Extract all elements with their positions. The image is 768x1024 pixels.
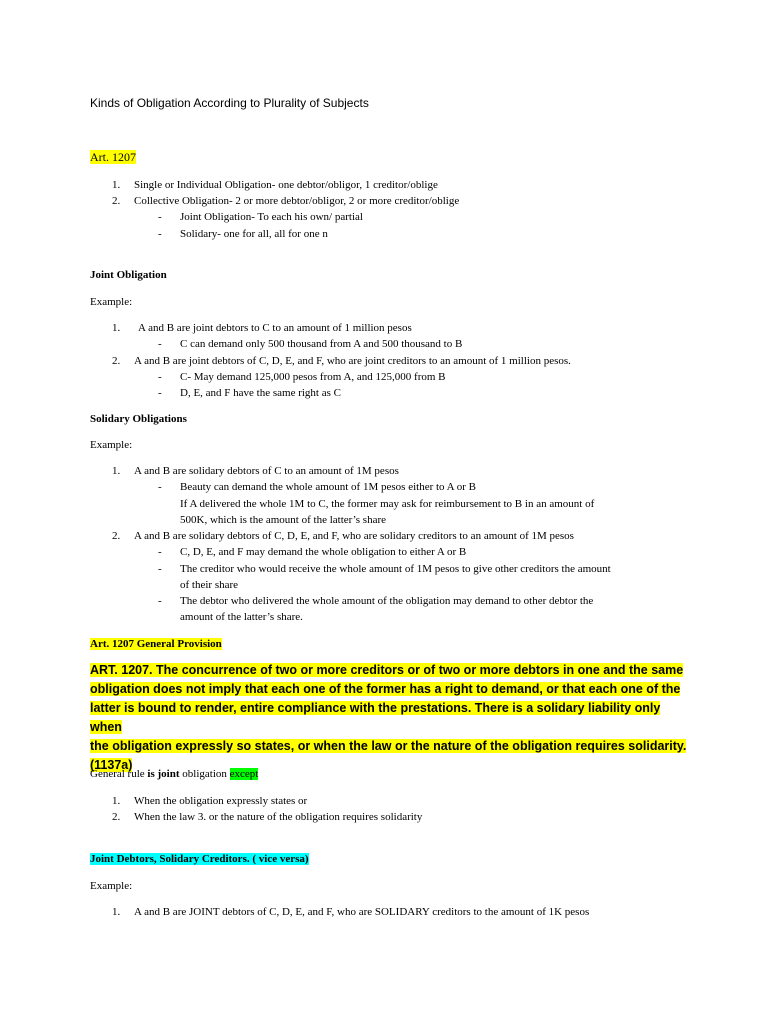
list-number: 1. — [112, 179, 121, 191]
list-item — [112, 320, 412, 336]
list-item — [112, 793, 307, 809]
rule-bold: is joint — [147, 768, 180, 780]
list-number: 2. — [112, 811, 121, 823]
continuation-text: 500K, which is the amount of the latter’s share — [180, 514, 386, 526]
dash-bullet: - — [158, 228, 162, 240]
continuation-text: of their share — [180, 579, 239, 591]
article-line — [90, 680, 690, 699]
example-label: Example: — [90, 439, 133, 451]
list-number: 1. — [112, 322, 121, 334]
article-line-text: ART. 1207. The concurrence of two or more creditors or of two or more debtors in one and the same — [90, 663, 684, 677]
list-number: 2. — [112, 355, 121, 367]
sub-list-item — [158, 336, 462, 352]
section-heading-general — [90, 636, 222, 652]
sub-list-text: Solidary- one for all, all for one n — [180, 228, 328, 240]
article-line — [90, 699, 690, 737]
list-text: A and B are joint debtors to C to an amount of 1 million pesos — [138, 322, 412, 334]
continuation-text: If A delivered the whole 1M to C, the former may ask for reimbursement to B in an amount of — [180, 498, 595, 510]
section-heading-text: Art. 1207 General Provision — [90, 638, 222, 650]
list-item — [112, 177, 438, 193]
section-heading-jdsc — [90, 851, 309, 867]
dash-bullet: - — [158, 371, 162, 383]
list-item — [112, 809, 422, 825]
example-label: Example: — [90, 880, 133, 892]
sub-list-text: Joint Obligation- To each his own/ partial — [180, 211, 363, 223]
list-item — [112, 463, 399, 479]
list-item — [112, 528, 574, 544]
article-line-text: the obligation expressly so states, or when the law or the nature of the obligation requires solidarity. — [90, 739, 687, 753]
sub-list-item — [158, 385, 341, 401]
list-number: 2. — [112, 530, 121, 542]
sub-list-item — [158, 479, 476, 495]
sub-list-text: C can demand only 500 thousand from A and 500 thousand to B — [180, 338, 463, 350]
continuation-text: amount of the latter’s share. — [180, 611, 303, 623]
list-number: 2. — [112, 195, 121, 207]
sub-list-text: The debtor who delivered the whole amount of the obligation may demand to other debtor the — [180, 595, 594, 607]
page-title: Kinds of Obligation According to Plurality of Subjects — [90, 96, 369, 110]
sub-list-text: The creditor who would receive the whole amount of 1M pesos to give other creditors the amount — [180, 563, 611, 575]
article-line — [90, 661, 690, 680]
list-item — [112, 904, 589, 920]
list-text: When the law 3. or the nature of the obligation requires solidarity — [134, 811, 423, 823]
dash-bullet: - — [158, 595, 162, 607]
list-text: A and B are solidary debtors of C, D, E, and F, who are solidary creditors to an amount of 1M pesos — [134, 530, 574, 542]
rule-prefix: General rule — [90, 768, 148, 780]
section-heading-solidary: Solidary Obligations — [90, 413, 187, 425]
list-number: 1. — [112, 465, 121, 477]
sub-list-text: D, E, and F have the same right as C — [180, 387, 341, 399]
dash-bullet: - — [158, 481, 162, 493]
dash-bullet: - — [158, 546, 162, 558]
list-item — [112, 193, 459, 209]
list-number: 1. — [112, 906, 121, 918]
list-text: Single or Individual Obligation- one debtor/obligor, 1 creditor/oblige — [134, 179, 438, 191]
general-rule — [90, 766, 258, 782]
article-line-text: obligation does not imply that each one of the former has a right to demand, or that each one of the — [90, 682, 681, 696]
section-heading-text: Joint Debtors, Solidary Creditors. ( vice versa) — [90, 853, 309, 865]
list-item — [112, 353, 571, 369]
article-text — [90, 661, 690, 775]
sub-list-item — [158, 209, 363, 225]
dash-bullet: - — [158, 338, 162, 350]
list-text: When the obligation expressly states or — [134, 795, 308, 807]
sub-list-item — [158, 561, 611, 577]
article-line-text: (1137a) — [90, 758, 133, 772]
article-line-text: latter is bound to render, entire compliance with the prestations. There is a solidary liability only when — [90, 701, 661, 734]
sub-list-text: C, D, E, and F may demand the whole obligation to either A or B — [180, 546, 467, 558]
list-text: A and B are joint debtors of C, D, E, and F, who are joint creditors to an amount of 1 million pesos. — [134, 355, 571, 367]
sub-list-text: Beauty can demand the whole amount of 1M pesos either to A or B — [180, 481, 477, 493]
list-text: A and B are JOINT debtors of C, D, E, and F, who are SOLIDARY creditors to the amount of 1K pesos — [134, 906, 590, 918]
art-heading-text: Art. 1207 — [90, 150, 136, 164]
list-number: 1. — [112, 795, 121, 807]
sub-list-item — [158, 544, 466, 560]
sub-list-item — [158, 226, 328, 242]
section-heading-joint: Joint Obligation — [90, 269, 167, 281]
dash-bullet: - — [158, 563, 162, 575]
example-label: Example: — [90, 296, 133, 308]
dash-bullet: - — [158, 211, 162, 223]
art-heading — [90, 149, 136, 165]
sub-list-text: C- May demand 125,000 pesos from A, and 125,000 from B — [180, 371, 446, 383]
list-text: A and B are solidary debtors of C to an amount of 1M pesos — [134, 465, 399, 477]
sub-list-item — [158, 369, 446, 385]
rule-except: except — [229, 768, 259, 780]
dash-bullet: - — [158, 387, 162, 399]
sub-list-item — [158, 593, 593, 609]
article-line — [90, 737, 690, 756]
rule-mid: obligation — [179, 768, 230, 780]
list-text: Collective Obligation- 2 or more debtor/obligor, 2 or more creditor/oblige — [134, 195, 460, 207]
